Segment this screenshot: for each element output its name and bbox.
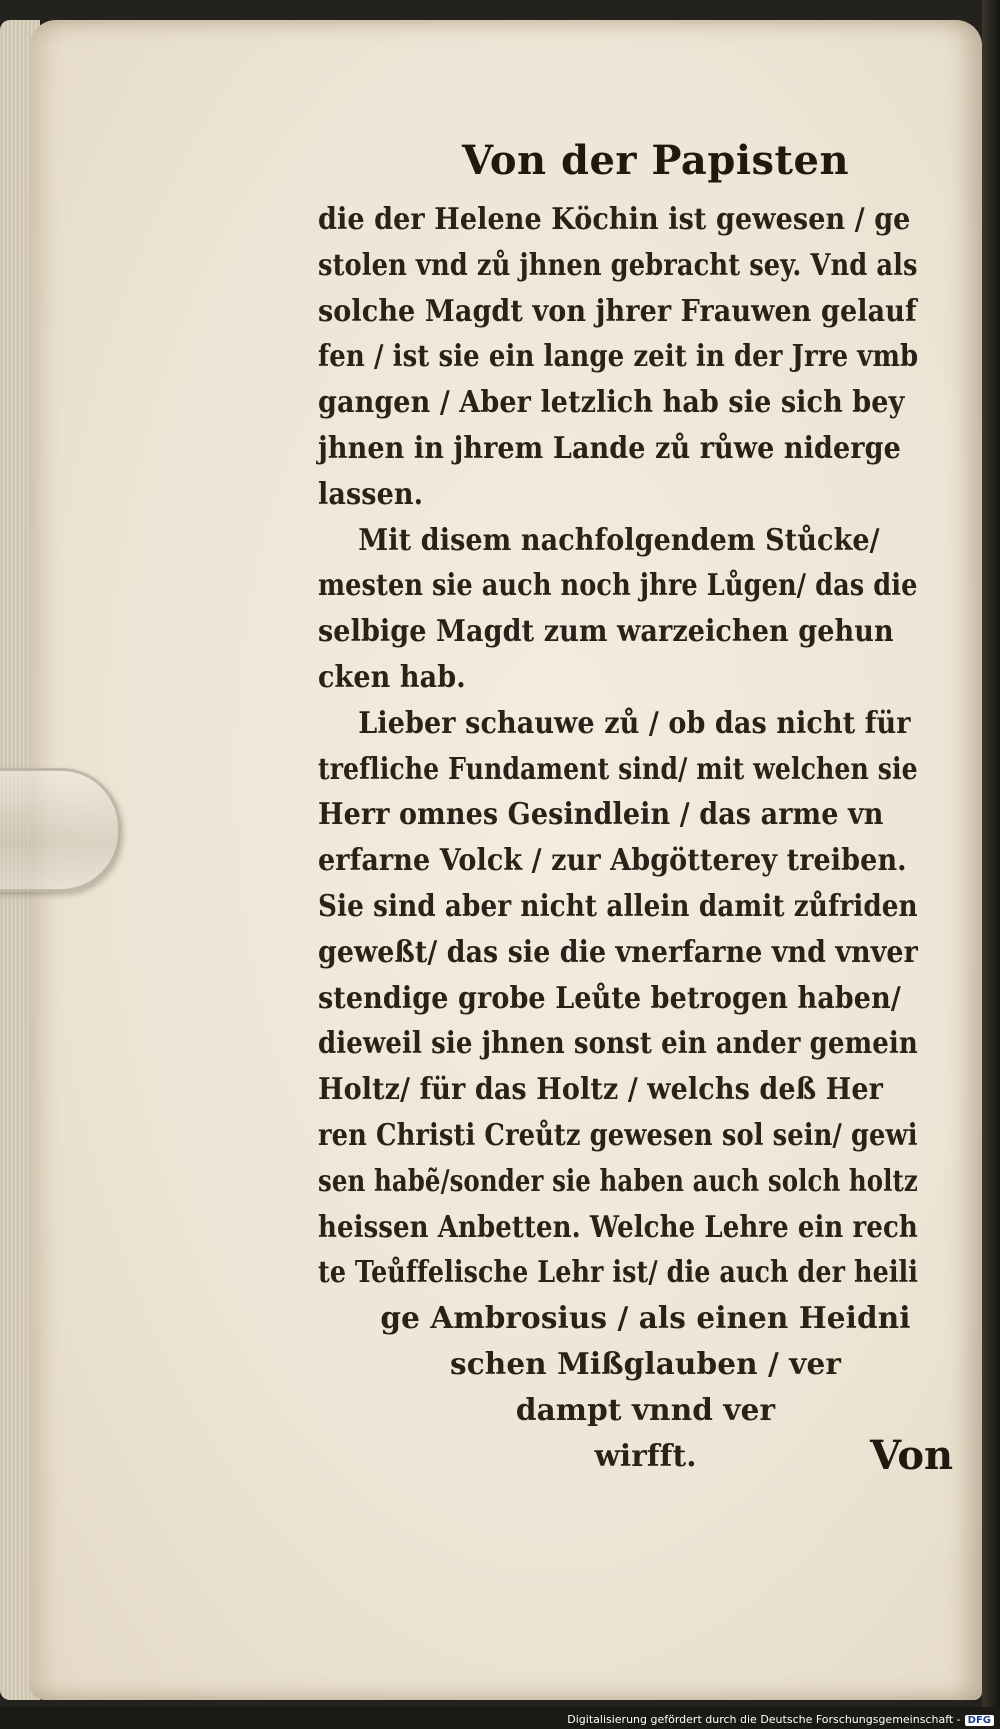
text-line: Mit disem nachfolgendem Stůcke/ — [358, 521, 880, 557]
page-text — [318, 132, 973, 1478]
text-line: geweßt/ das sie die vnerfarne vnd vnver — [318, 933, 918, 969]
text-line: fen / ist sie ein lange zeit in der Jrre vmb — [318, 338, 919, 374]
text-line: ge Ambrosius / als einen Heidni — [380, 1300, 911, 1336]
text-line: Holtz/ für das Holtz / welchs deß Her — [318, 1071, 884, 1107]
catchword: Von — [870, 1432, 954, 1479]
text-line: heissen Anbetten. Welche Lehre ein rech — [318, 1208, 918, 1244]
text-line: Herr omnes Gesindlein / das arme vn — [318, 796, 884, 832]
text-line: schen Mißglauben / ver — [450, 1345, 841, 1381]
text-line: Sie sind aber nicht allein damit zůfriden — [318, 887, 918, 923]
text-line: wirfft. — [594, 1437, 697, 1473]
footer-credit — [567, 1713, 994, 1726]
text-line: mesten sie auch noch jhre Lůgen/ das die — [318, 567, 918, 603]
text-line: sen habẽ/sonder sie haben auch solch holtz — [318, 1162, 918, 1198]
page-clip — [0, 768, 121, 892]
text-line: Lieber schauwe zů / ob das nicht für — [358, 704, 911, 740]
text-line: solche Magdt von jhrer Frauwen gelauf — [318, 292, 917, 328]
credit-text: Digitalisierung gefördert durch die Deutsche Forschungsgemeinschaft - — [567, 1713, 961, 1726]
book-edge — [982, 0, 1000, 1729]
dfg-logo: DFG — [965, 1715, 994, 1726]
text-line: lassen. — [318, 475, 424, 511]
text-line: stolen vnd zů jhnen gebracht sey. Vnd als — [318, 246, 918, 282]
text-line: jhnen in jhrem Lande zů růwe niderge — [318, 429, 901, 465]
text-line: trefliche Fundament sind/ mit welchen sie — [318, 750, 918, 786]
text-line: gangen / Aber letzlich hab sie sich bey — [318, 384, 905, 420]
text-line: stendige grobe Leůte betrogen haben/ — [318, 979, 901, 1015]
text-line: dampt vnnd ver — [515, 1391, 776, 1427]
text-line: erfarne Volck / zur Abgötterey treiben. — [318, 842, 907, 878]
running-head: Von der Papisten — [461, 137, 850, 184]
text-line: te Teůffelische Lehr ist/ die auch der heili — [318, 1254, 919, 1290]
text-line: selbige Magdt zum warzeichen gehun — [318, 613, 894, 649]
text-lines — [318, 196, 973, 1478]
text-line: cken hab. — [318, 658, 466, 694]
text-line: die der Helene Köchin ist gewesen / ge — [318, 201, 911, 236]
text-line: ren Christi Creůtz gewesen sol sein/ gewi — [318, 1116, 918, 1152]
text-line: dieweil sie jhnen sonst ein ander gemein — [318, 1025, 918, 1061]
